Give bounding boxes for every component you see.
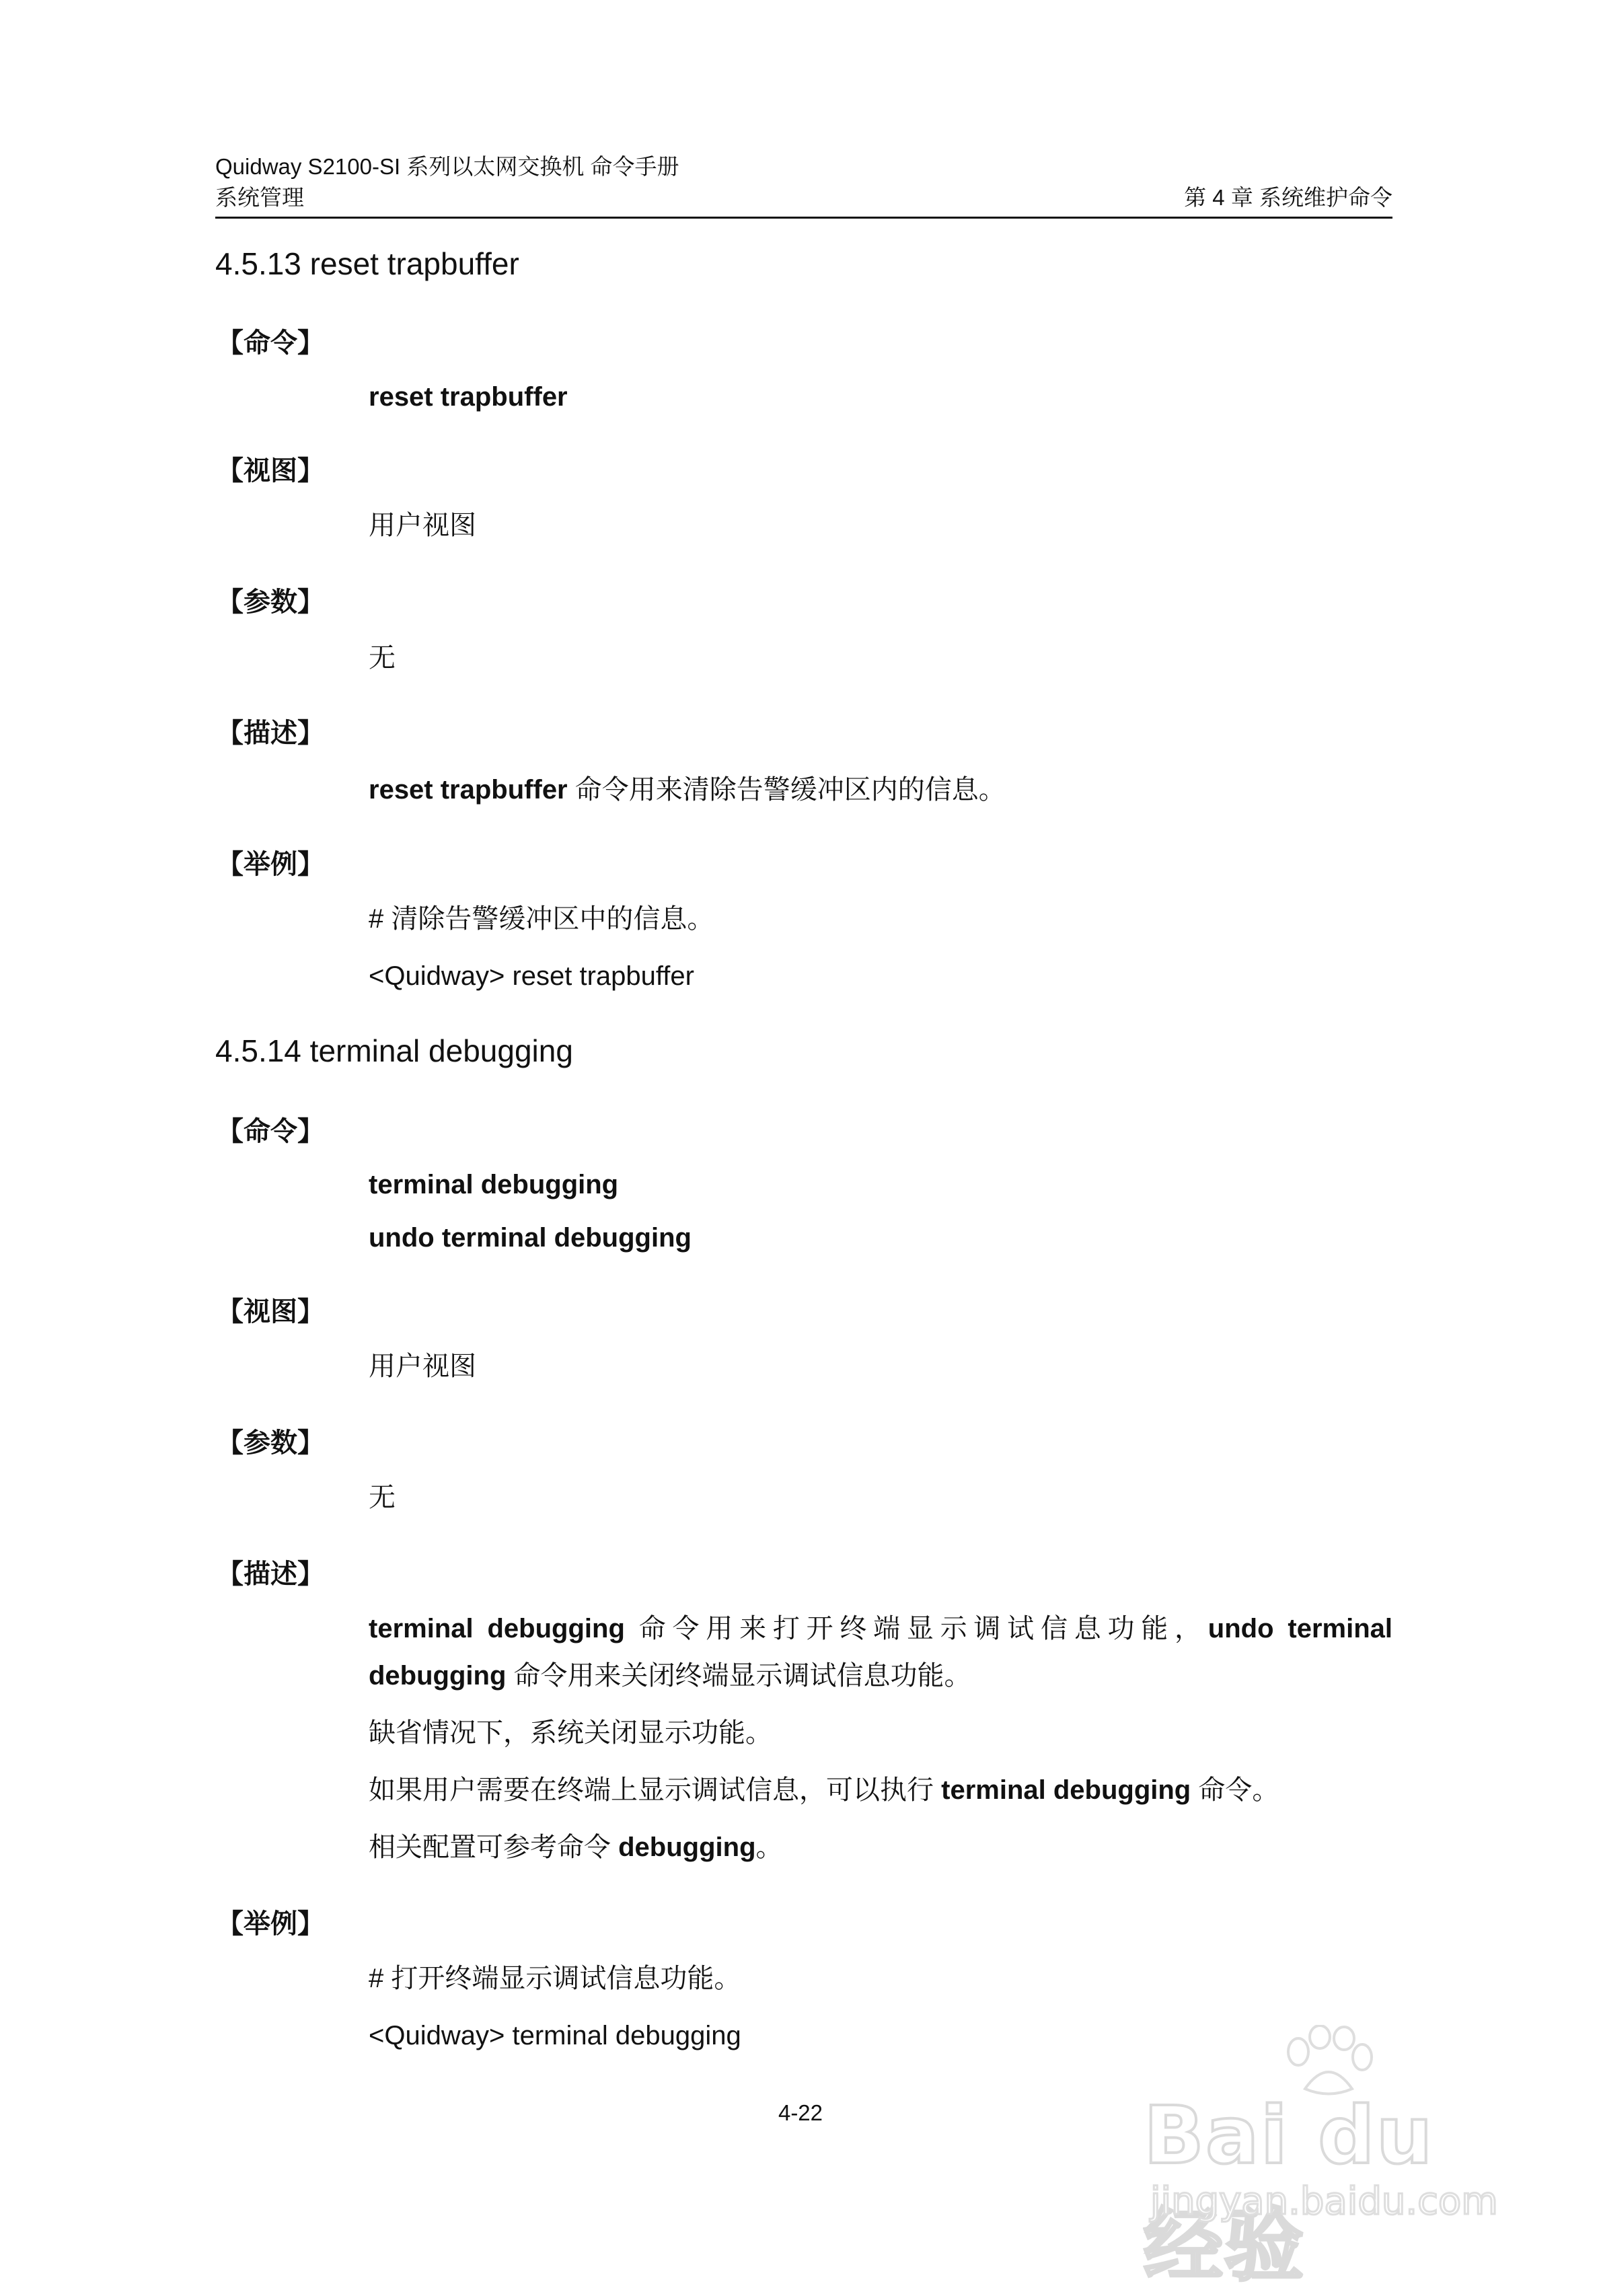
related-command: debugging <box>618 1832 756 1862</box>
section-heading-reset-trapbuffer: 4.5.13 reset trapbuffer <box>215 246 519 281</box>
command-label: 【命令】 <box>217 328 324 358</box>
header-rule <box>215 217 1392 219</box>
view-label: 【视图】 <box>217 1297 324 1327</box>
usage-text-end: 命令。 <box>1191 1775 1279 1805</box>
related-text-end: 。 <box>755 1832 783 1862</box>
command-text: reset trapbuffer <box>369 382 568 412</box>
description-label: 【描述】 <box>217 718 324 748</box>
parameter-text: 无 <box>369 1483 396 1512</box>
description-related <box>369 1828 1392 1866</box>
paw-icon <box>1278 2025 1379 2099</box>
example-code: <Quidway> reset trapbuffer <box>369 961 694 991</box>
example-code: <Quidway> terminal debugging <box>369 2021 741 2050</box>
watermark-brand: Bai du 经验 <box>1144 2089 1434 2292</box>
description-text <box>369 771 1392 809</box>
description-body: 命令用来清除告警缓冲区内的信息。 <box>567 775 1006 805</box>
view-text: 用户视图 <box>369 511 476 540</box>
usage-command: terminal debugging <box>941 1775 1191 1805</box>
description-command-cont: debugging <box>369 1661 507 1691</box>
baidu-watermark <box>1137 2025 1514 2292</box>
description-label: 【描述】 <box>217 1559 324 1589</box>
header-chapter: 第 4 章 系统维护命令 <box>1184 185 1392 210</box>
section-heading-terminal-debugging: 4.5.14 terminal debugging <box>215 1033 573 1068</box>
related-text: 相关配置可参考命令 <box>369 1832 619 1862</box>
manual-title: Quidway S2100-SI 系列以太网交换机 命令手册 <box>215 154 679 179</box>
page-header <box>215 151 1392 213</box>
parameter-label: 【参数】 <box>217 587 324 617</box>
example-comment: # 清除告警缓冲区中的信息。 <box>369 904 714 934</box>
command-undo-text: undo terminal debugging <box>369 1223 692 1253</box>
description-line-2 <box>369 1657 1392 1695</box>
description-body: 命令用来关闭终端显示调试信息功能。 <box>506 1661 971 1691</box>
watermark-url: jingyan.baidu.com <box>1150 2180 1498 2223</box>
example-label: 【举例】 <box>217 850 324 879</box>
header-left: 系统管理 <box>215 185 304 210</box>
example-label: 【举例】 <box>217 1909 324 1939</box>
command-text: terminal debugging <box>369 1170 619 1199</box>
description-usage <box>369 1771 1392 1809</box>
description-body: 命令用来打开终端显示调试信息功能， <box>624 1614 1208 1643</box>
parameter-label: 【参数】 <box>217 1428 324 1458</box>
page-number: 4-22 <box>778 2100 823 2125</box>
description-undo-command: undo terminal <box>1207 1614 1392 1643</box>
view-label: 【视图】 <box>217 456 324 486</box>
view-text: 用户视图 <box>369 1351 476 1381</box>
description-command: terminal debugging <box>369 1614 625 1643</box>
parameter-text: 无 <box>369 643 396 673</box>
description-command: reset trapbuffer <box>369 775 568 805</box>
usage-text: 如果用户需要在终端上显示调试信息，可以执行 <box>369 1775 942 1805</box>
description-line-1 <box>369 1610 1392 1647</box>
command-label: 【命令】 <box>217 1117 324 1146</box>
example-comment: # 打开终端显示调试信息功能。 <box>369 1964 741 1993</box>
description-default: 缺省情况下，系统关闭显示功能。 <box>369 1718 772 1748</box>
